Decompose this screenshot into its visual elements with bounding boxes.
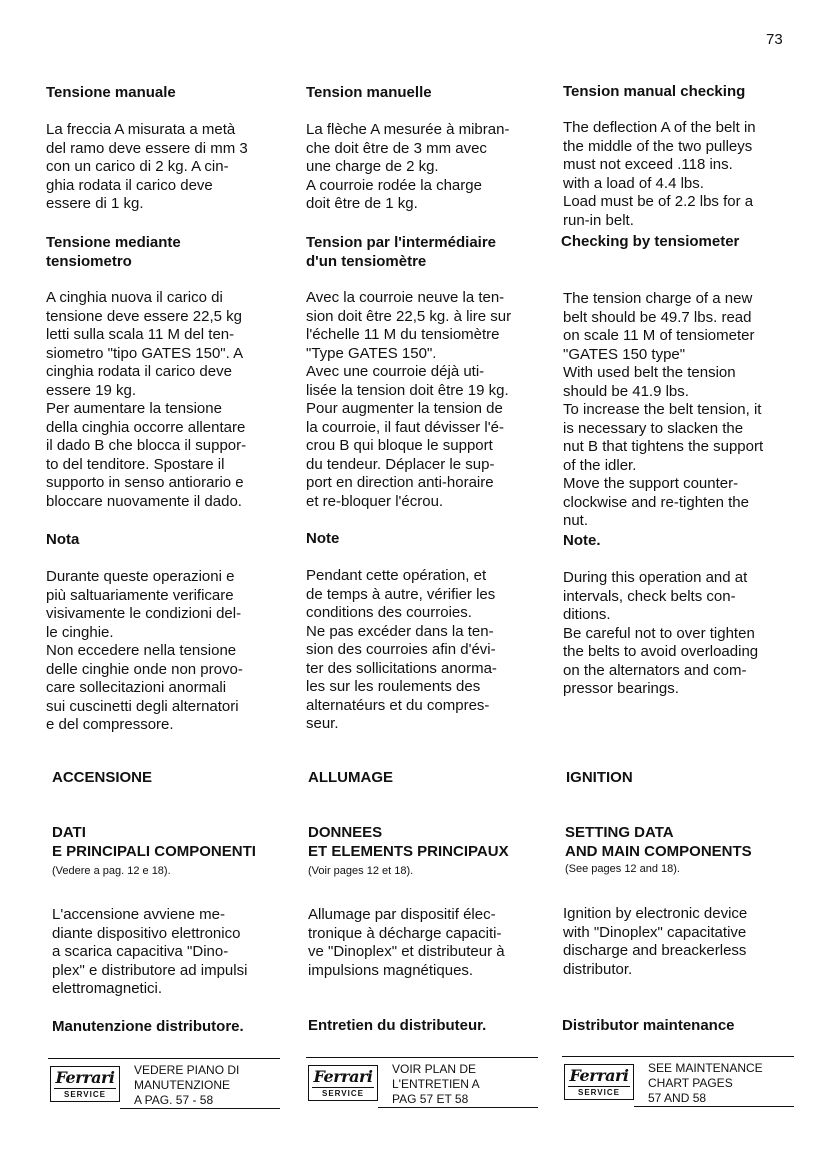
heading-note: Nota (46, 531, 80, 548)
paragraph-tensiometer: A cinghia nuova il carico di tensione deve essere 22,5 kg letti sulla scala 11 M del ten- siometro "tipo GATES 150". A cinghia rodata il carico deve essere 19 kg. Per aumentare la tensione della cinghia occorre allentare il dado B che blocca il suppor- to del tenditore. Spostare il supporto in senso antiorario e bloccare nuovamente il dado. (46, 289, 247, 510)
service-note: VEDERE PIANO DI MANUTENZIONE A PAG. 57 - 58 (134, 1063, 240, 1107)
paragraph-ignition: Allumage par dispositif élec- tronique à décharge capaciti- ve "Dinoplex" et distributeur à impulsions magnétiques. (308, 906, 505, 979)
service-note: VOIR PLAN DE L'ENTRETIEN A PAG 57 ET 58 (392, 1062, 480, 1106)
paragraph-manual-tension: The deflection A of the belt in the middle of the two pulleys must not exceed .118 ins. with a load of 4.4 lbs. Load must be of 2.2 lbs for a run-in belt. (563, 119, 756, 229)
heading-tensiometer: Checking by tensiometer (561, 233, 740, 250)
paragraph-note: Durante queste operazioni e più saltuariamente verificare visivamente le condizioni del- le cinghie. Non eccedere nella tensione delle cinghie onde non provo- care sollecitazioni anormali sui cuscinetti degli alternatori e del compressore. (46, 568, 243, 733)
divider (48, 1058, 280, 1059)
heading-distributor-maintenance: Manutenzione distributore. (52, 1018, 244, 1035)
paragraph-note: During this operation and at intervals, check belts con- ditions. Be careful not to over tighten the belts to avoid overloading on the alternators and com- pressor bearings. (563, 569, 759, 697)
heading-tensiometer: Tension par l'intermédiaire d'un tensiomètre (306, 234, 497, 270)
paragraph-ignition: Ignition by electronic device with "Dinoplex" capacitative discharge and breackerless distributor. (563, 905, 748, 978)
page-reference: (Vedere a pag. 12 e 18). (52, 865, 171, 877)
logo-service-word: SERVICE (322, 1089, 364, 1098)
divider (306, 1057, 538, 1058)
section-title: ACCENSIONE (52, 769, 153, 786)
ferrari-service-logo (564, 1064, 634, 1100)
section-title: ALLUMAGE (308, 769, 393, 786)
logo-service-word: SERVICE (578, 1088, 620, 1097)
paragraph-note: Pendant cette opération, et de temps à autre, vérifier les conditions des courroies. Ne pas excéder dans la ten- sion des courroies afin d'évi- ter des sollicitations anorma- les sur les roulements des alternatéurs et du compres- seur. (306, 567, 497, 732)
heading-data-components: DATI E PRINCIPALI COMPONENTI (52, 824, 256, 860)
heading-manual-tension: Tensione manuale (46, 84, 176, 101)
column-english (562, 0, 794, 1166)
logo-brand: Ferrari (569, 1066, 629, 1085)
column-italian (46, 0, 278, 1166)
service-note: SEE MAINTENANCE CHART PAGES 57 AND 58 (648, 1061, 763, 1105)
section-title: IGNITION (566, 769, 633, 786)
logo-brand: Ferrari (313, 1067, 373, 1086)
service-badge (48, 1058, 282, 1110)
heading-distributor-maintenance: Entretien du distributeur. (308, 1017, 487, 1034)
heading-manual-tension: Tension manual checking (563, 83, 746, 100)
ferrari-service-logo (308, 1065, 378, 1101)
page-reference: (See pages 12 and 18). (565, 863, 680, 875)
page-reference: (Voir pages 12 et 18). (308, 865, 414, 877)
heading-manual-tension: Tension manuelle (306, 84, 432, 101)
column-french (306, 0, 538, 1166)
heading-tensiometer: Tensione mediante tensiometro (46, 234, 181, 270)
logo-brand: Ferrari (55, 1068, 115, 1087)
heading-note: Note (306, 530, 340, 547)
page-number: 73 (766, 31, 783, 48)
ferrari-service-logo (50, 1066, 120, 1102)
heading-distributor-maintenance: Distributor maintenance (562, 1017, 735, 1034)
paragraph-ignition: L'accensione avviene me- diante dispositivo elettronico a scarica capacitiva "Dino- plex" e distributore ad impulsi elettromagnetici. (52, 906, 248, 997)
logo-service-word: SERVICE (64, 1090, 106, 1099)
heading-note: Note. (563, 532, 601, 549)
service-badge (562, 1056, 796, 1108)
service-badge (306, 1057, 540, 1109)
paragraph-manual-tension: La freccia A misurata a metà del ramo deve essere di mm 3 con un carico di 2 kg. A cin- ghia rodata il carico deve essere di 1 kg. (46, 121, 248, 212)
heading-data-components: SETTING DATA AND MAIN COMPONENTS (565, 824, 752, 860)
heading-data-components: DONNEES ET ELEMENTS PRINCIPAUX (308, 824, 509, 860)
paragraph-manual-tension: La flèche A mesurée à mibran- che doit être de 3 mm avec une charge de 2 kg. A courroie rodée la charge doit être de 1 kg. (306, 121, 510, 212)
paragraph-tensiometer: The tension charge of a new belt should be 49.7 lbs. read on scale 11 M of tensiometer "GATES 150 type" With used belt the tension should be 41.9 lbs. To increase the belt tension, it is necessary to slacken the nut B that tightens the support of the idler. Move the support counter- clockwise and re-tighten the nut. (563, 290, 764, 529)
divider (562, 1056, 794, 1057)
paragraph-tensiometer: Avec la courroie neuve la ten- sion doit être 22,5 kg. à lire sur l'échelle 11 M du tensiomètre "Type GATES 150". Avec une courroie déjà uti- lisée la tension doit être 19 kg. Pour augmenter la tension de la courroie, il faut dévisser l'é- crou B qui bloque le support du tendeur. Déplacer le sup- port en direction anti-horaire et re-bloquer l'écrou. (306, 289, 512, 510)
